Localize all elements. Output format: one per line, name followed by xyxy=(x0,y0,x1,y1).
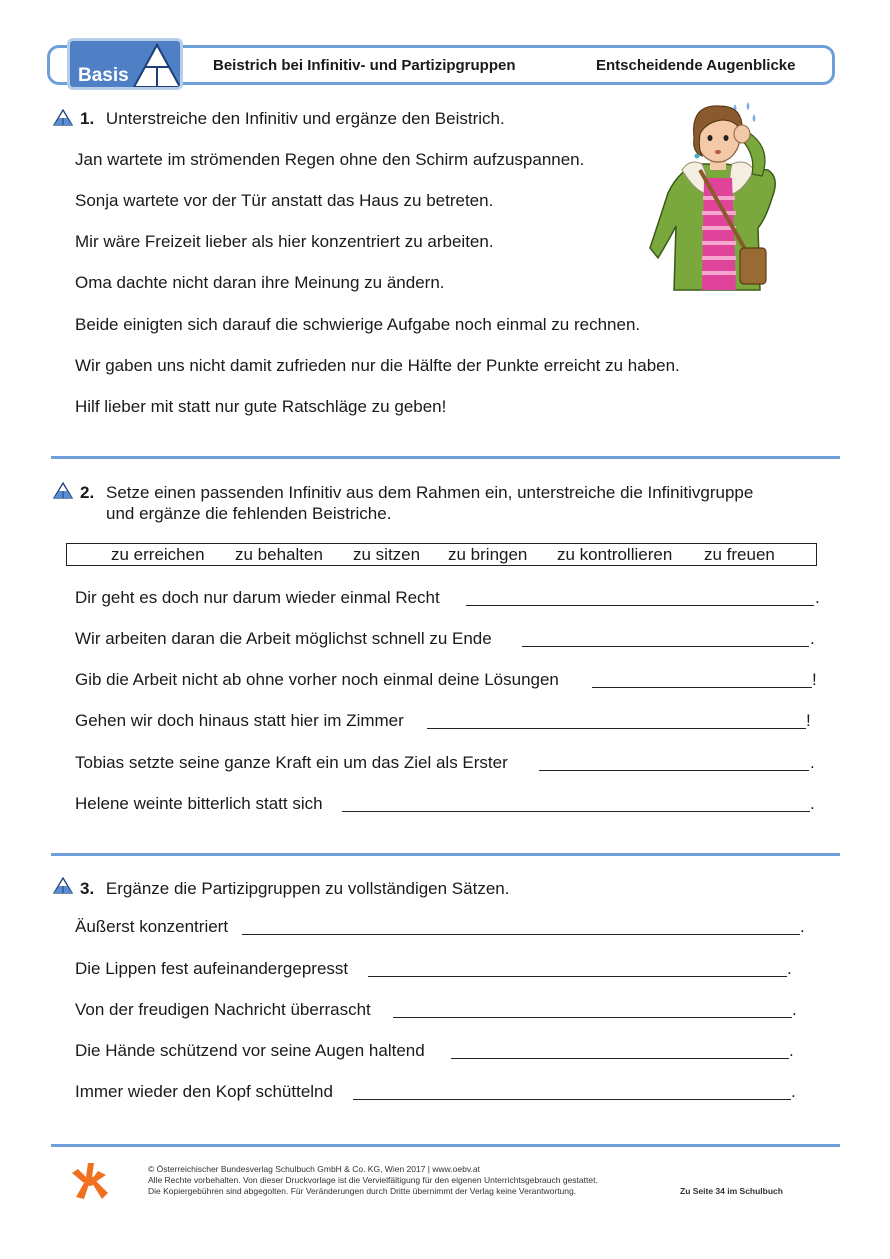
task3-number: 3. xyxy=(80,879,95,898)
word-option: zu kontrollieren xyxy=(557,545,673,564)
task3-instruction: Ergänze die Partizipgruppen zu vollständigen Sätzen. xyxy=(105,879,510,898)
sentence-end: . xyxy=(810,753,815,772)
sentence-end: ! xyxy=(812,670,817,689)
basis-badge xyxy=(67,38,183,90)
task2-number: 2. xyxy=(80,483,95,502)
word-option: zu sitzen xyxy=(353,545,421,564)
fees-line: Die Kopiergebühren sind abgegolten. Für Veränderungen durch Dritte übernimmt der Verlag keine Verantwortung. xyxy=(148,1186,577,1196)
worksheet-title: Beistrich bei Infinitiv- und Partizipgruppen xyxy=(213,57,516,74)
task1-sentence: Jan wartete im strömenden Regen ohne den Schirm aufzuspannen. xyxy=(75,150,585,169)
task1-instruction: Unterstreiche den Infinitiv und ergänze den Beistrich. xyxy=(105,109,505,128)
sentence-end: . xyxy=(800,917,805,936)
task3-sentence: Die Lippen fest aufeinandergepresst xyxy=(75,959,349,978)
task3-sentence: Immer wieder den Kopf schüttelnd xyxy=(75,1082,333,1101)
sentence-end: . xyxy=(815,588,820,607)
answer-line[interactable] xyxy=(342,795,810,812)
task-level-icon xyxy=(53,482,73,499)
word-option: zu erreichen xyxy=(111,545,205,564)
task2-instruction-line1: Setze einen passenden Infinitiv aus dem Rahmen ein, unterstreiche die Infinitivgruppe xyxy=(106,483,754,502)
chapter-title: Entscheidende Augenblicke xyxy=(596,57,796,74)
task3-sentence: Äußerst konzentriert xyxy=(75,917,229,936)
sentence-end: . xyxy=(791,1082,796,1101)
task1-sentence: Oma dachte nicht daran ihre Meinung zu ändern. xyxy=(75,273,445,292)
task1-sentence: Wir gaben uns nicht damit zufrieden nur die Hälfte der Punkte erreicht zu haben. xyxy=(75,356,680,375)
task1-sentence: Sonja wartete vor der Tür anstatt das Haus zu betreten. xyxy=(75,191,494,210)
task2-heading xyxy=(80,483,94,503)
answer-line[interactable] xyxy=(393,1001,792,1018)
sentence-end: . xyxy=(810,629,815,648)
task1-heading xyxy=(80,109,505,129)
answer-line[interactable] xyxy=(451,1042,789,1059)
sentence-end: . xyxy=(810,794,815,813)
section-divider xyxy=(51,853,840,856)
answer-line[interactable] xyxy=(592,671,812,688)
task1-sentence: Beide einigten sich darauf die schwierige Aufgabe noch einmal zu rechnen. xyxy=(75,315,641,334)
task1-sentence: Mir wäre Freizeit lieber als hier konzentriert zu arbeiten. xyxy=(75,232,494,251)
task1-number: 1. xyxy=(80,109,95,128)
rights-line: Alle Rechte vorbehalten. Von dieser Druckvorlage ist die Vervielfältigung für den eigenen Unterrichtsgebrauch gestattet. xyxy=(148,1175,598,1185)
task2-sentence: Gib die Arbeit nicht ab ohne vorher noch einmal deine Lösungen xyxy=(75,670,559,689)
page-reference: Zu Seite 34 im Schulbuch xyxy=(680,1186,783,1196)
answer-line[interactable] xyxy=(466,589,814,606)
task2-sentence: Tobias setzte seine ganze Kraft ein um das Ziel als Erster xyxy=(75,753,508,772)
task3-sentence: Von der freudigen Nachricht überrascht xyxy=(75,1000,371,1019)
task2-sentence: Helene weinte bitterlich statt sich xyxy=(75,794,323,813)
footer-divider xyxy=(51,1144,840,1147)
word-option: zu behalten xyxy=(235,545,323,564)
task-level-icon xyxy=(53,877,73,894)
basis-label: Basis xyxy=(78,65,129,86)
copyright-line: © Österreichischer Bundesverlag Schulbuch GmbH & Co. KG, Wien 2017 | www.oebv.at xyxy=(148,1164,480,1174)
sentence-end: . xyxy=(787,959,792,978)
answer-line[interactable] xyxy=(539,754,809,771)
task1-sentence: Hilf lieber mit statt nur gute Ratschläge zu geben! xyxy=(75,397,447,416)
publisher-logo-icon xyxy=(72,1163,108,1201)
worried-girl-illustration xyxy=(640,98,790,293)
task-level-icon xyxy=(53,109,73,126)
level-pyramid-icon xyxy=(132,43,182,89)
task2-sentence: Wir arbeiten daran die Arbeit möglichst schnell zu Ende xyxy=(75,629,492,648)
answer-line[interactable] xyxy=(522,630,809,647)
word-option: zu freuen xyxy=(704,545,775,564)
task2-instruction-line2: und ergänze die fehlenden Beistriche. xyxy=(106,504,392,523)
task2-sentence: Gehen wir doch hinaus statt hier im Zimmer xyxy=(75,711,404,730)
task3-heading xyxy=(80,879,509,899)
task2-sentence: Dir geht es doch nur darum wieder einmal Recht xyxy=(75,588,440,607)
sentence-end: . xyxy=(792,1000,797,1019)
answer-line[interactable] xyxy=(427,712,806,729)
sentence-end: . xyxy=(789,1041,794,1060)
task3-sentence: Die Hände schützend vor seine Augen haltend xyxy=(75,1041,425,1060)
section-divider xyxy=(51,456,840,459)
answer-line[interactable] xyxy=(353,1083,791,1100)
answer-line[interactable] xyxy=(242,918,800,935)
sentence-end: ! xyxy=(806,711,811,730)
word-option: zu bringen xyxy=(448,545,528,564)
answer-line[interactable] xyxy=(368,960,787,977)
